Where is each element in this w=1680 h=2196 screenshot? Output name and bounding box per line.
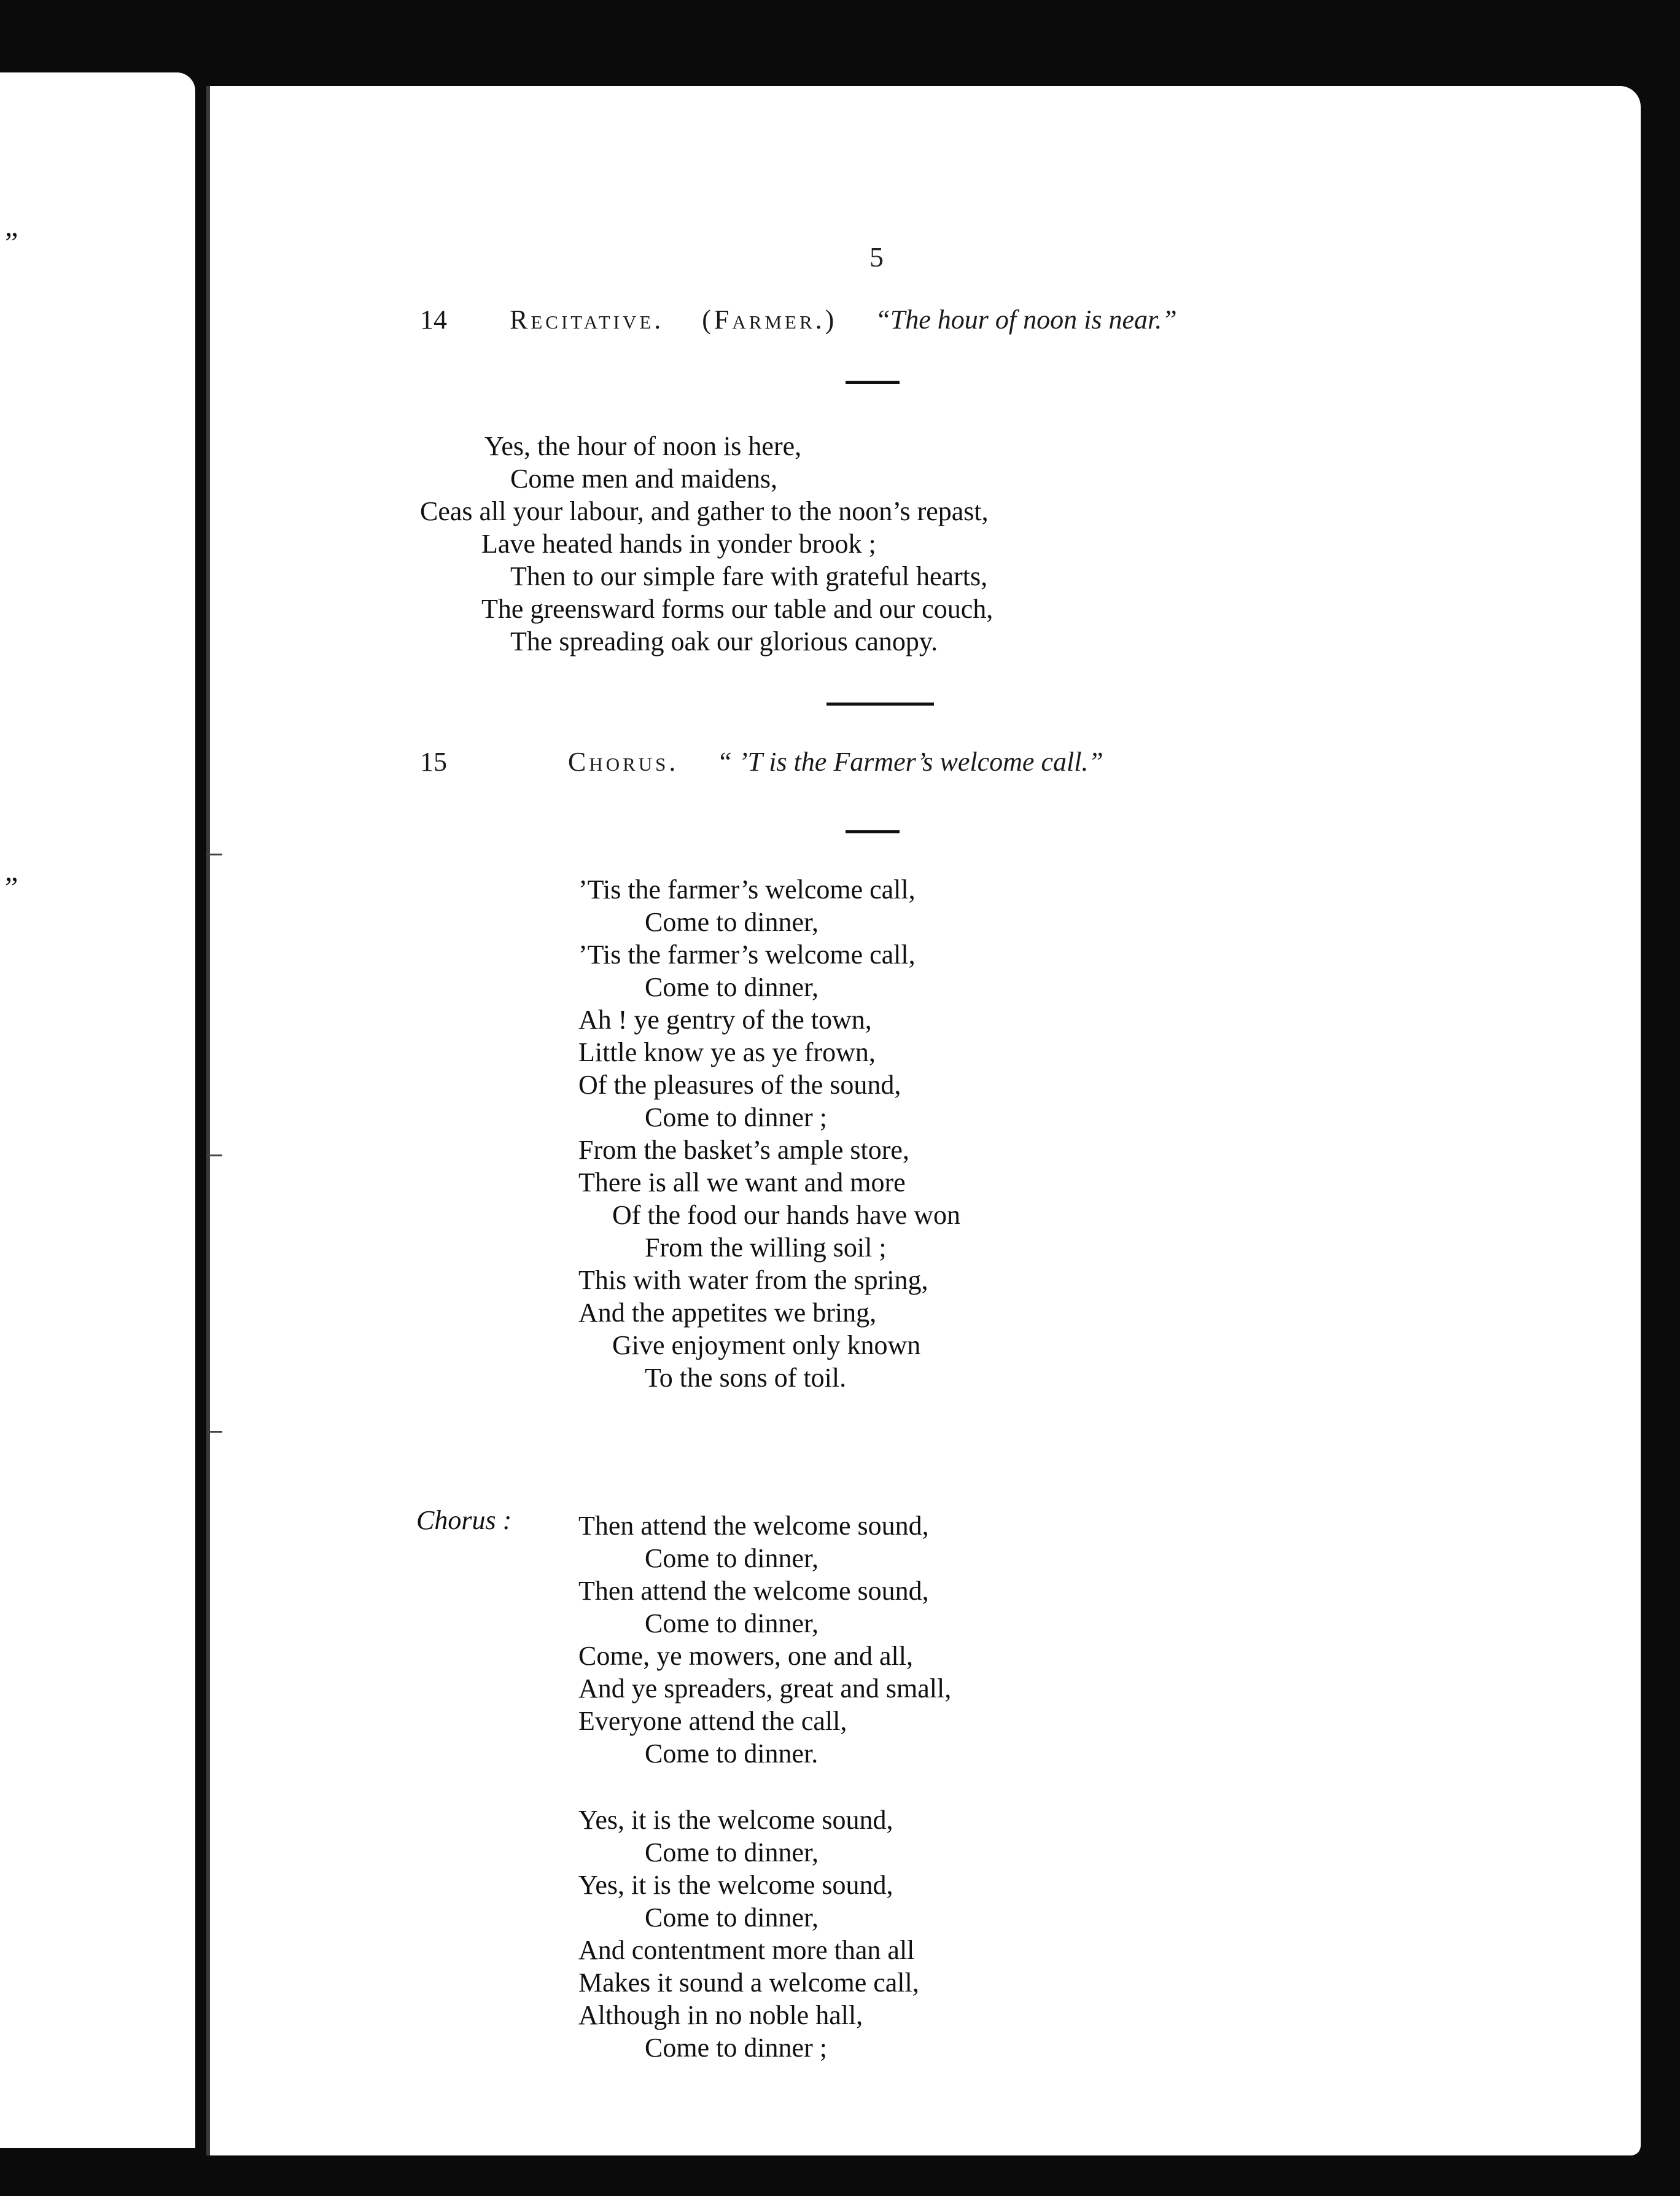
verse-line: Although in no noble hall,	[578, 2000, 863, 2030]
verse-line: To the sons of toil.	[645, 1363, 847, 1393]
verse-line: There is all we want and more	[578, 1167, 906, 1197]
verse-line: Come men and maidens,	[510, 464, 778, 494]
left-page-edge	[0, 72, 195, 2148]
book-page	[206, 86, 1641, 2155]
verse-line: Give enjoyment only known	[612, 1330, 921, 1360]
verse-line: Come to dinner ;	[645, 2033, 827, 2063]
verse-line: Then attend the welcome sound,	[578, 1511, 929, 1541]
chorus-label: Chorus :	[416, 1505, 512, 1535]
verse-line: Everyone attend the call,	[578, 1706, 847, 1736]
verse-line: Little know ye as ye frown,	[578, 1037, 876, 1067]
chorus-verse	[578, 873, 960, 1394]
verse-line: Come to dinner,	[645, 1902, 819, 1933]
verse-line: Come to dinner,	[645, 1543, 819, 1573]
verse-line: Come to dinner,	[645, 1837, 819, 1867]
verse-line: From the basket’s ample store,	[578, 1135, 909, 1165]
verse-line: Come, ye mowers, one and all,	[578, 1641, 913, 1671]
binding-stitch-mark	[206, 1154, 222, 1156]
section-label: Chorus.	[568, 747, 679, 777]
verse-line: Then to our simple fare with grateful hearts,	[510, 561, 988, 591]
verse-line: From the willing soil ;	[645, 1232, 887, 1263]
verse-line: Of the food our hands have won	[612, 1200, 960, 1230]
verse-line: Then attend the welcome sound,	[578, 1576, 929, 1606]
verse-line: Come to dinner,	[645, 972, 819, 1002]
verse-line: ’Tis the farmer’s welcome call,	[578, 940, 916, 970]
section-role: (Farmer.)	[702, 305, 838, 335]
section-title: “The hour of noon is near.”	[875, 305, 1177, 335]
section-number: 15	[420, 747, 447, 777]
verse-line: And ye spreaders, great and small,	[578, 1673, 952, 1703]
short-rule	[846, 830, 900, 833]
section-label: Recitative.	[510, 305, 664, 335]
verse-line: ’Tis the farmer’s welcome call,	[578, 874, 916, 905]
chorus-refrain	[578, 1509, 951, 1770]
section-number: 14	[420, 305, 447, 335]
recitative-verse	[420, 430, 994, 658]
section-title: “ ’T is the Farmer’s welcome call.”	[717, 747, 1103, 777]
verse-line: Makes it sound a welcome call,	[578, 1968, 919, 1998]
verse-line: Ceas all your labour, and gather to the noon’s repast,	[420, 496, 989, 526]
verse-line: And the appetites we bring,	[578, 1298, 877, 1328]
binding-stitch-mark	[206, 854, 222, 855]
verse-line: Ah ! ye gentry of the town,	[578, 1005, 872, 1035]
verse-line: Come to dinner,	[645, 1608, 819, 1638]
binding-stitch-mark	[206, 1431, 222, 1433]
page-number: 5	[869, 241, 884, 273]
verse-line: Come to dinner ;	[645, 1102, 827, 1132]
section-15-heading	[420, 746, 1103, 777]
final-stanza	[578, 1804, 919, 2064]
verse-line: Of the pleasures of the sound,	[578, 1070, 901, 1100]
verse-line: This with water from the spring,	[578, 1265, 928, 1295]
left-page-quote-fragment: ”	[5, 871, 18, 904]
verse-line: Come to dinner,	[645, 907, 819, 937]
verse-line: Yes, it is the welcome sound,	[578, 1870, 893, 1900]
verse-line: Come to dinner.	[645, 1738, 819, 1769]
left-page-quote-fragment: ”	[5, 227, 18, 259]
verse-line: The greensward forms our table and our couch,	[481, 594, 994, 624]
verse-line: Yes, the hour of noon is here,	[484, 431, 802, 461]
verse-line: The spreading oak our glorious canopy.	[510, 626, 938, 656]
short-rule	[846, 381, 900, 384]
verse-line: Lave heated hands in yonder brook ;	[481, 529, 876, 559]
section-divider-rule	[826, 703, 934, 706]
section-14-heading	[420, 304, 1177, 335]
verse-line: Yes, it is the welcome sound,	[578, 1805, 893, 1835]
verse-line: And contentment more than all	[578, 1935, 915, 1965]
